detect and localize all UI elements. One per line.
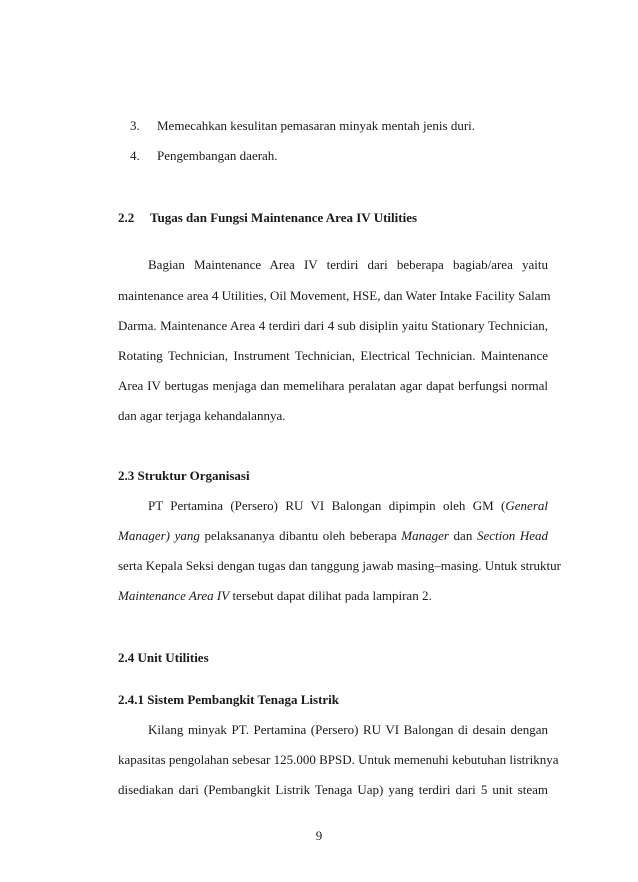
paragraph-line bbox=[118, 528, 548, 544]
italic-run: Maintenance Area IV bbox=[118, 588, 230, 603]
list-number: 3. bbox=[130, 118, 140, 133]
italic-run: Manager bbox=[401, 528, 449, 543]
list-text: Pengembangan daerah. bbox=[157, 148, 278, 163]
paragraph-line: Area IV bertugas menjaga dan memelihara peralatan agar dapat berfungsi normal bbox=[118, 378, 548, 393]
subsection-heading-2-4-1: 2.4.1 Sistem Pembangkit Tenaga Listrik bbox=[118, 692, 340, 707]
text-run: PT Pertamina (Persero) RU VI Balongan dipimpin oleh GM ( bbox=[148, 498, 506, 513]
section-heading-2-2 bbox=[118, 210, 417, 226]
text-run: tersebut dapat dilihat pada lampiran 2. bbox=[229, 588, 432, 603]
paragraph-line: Kilang minyak PT. Pertamina (Persero) RU VI Balongan di desain dengan bbox=[148, 722, 548, 737]
paragraph-line bbox=[148, 498, 548, 514]
list-number: 4. bbox=[130, 148, 140, 163]
paragraph-line: serta Kepala Seksi dengan tugas dan tanggung jawab masing–masing. Untuk struktur bbox=[118, 558, 561, 573]
paragraph-line: dan agar terjaga kehandalannya. bbox=[118, 408, 286, 423]
section-heading-2-3: 2.3 Struktur Organisasi bbox=[118, 468, 250, 483]
paragraph-line: Darma. Maintenance Area 4 terdiri dari 4 sub disiplin yaitu Stationary Technician, bbox=[118, 318, 548, 333]
paragraph-line: disediakan dari (Pembangkit Listrik Tenaga Uap) yang terdiri dari 5 unit steam bbox=[118, 782, 548, 797]
list-item bbox=[130, 148, 278, 164]
italic-run: General bbox=[505, 498, 548, 513]
text-run: dan bbox=[448, 528, 477, 543]
section-heading-2-4: 2.4 Unit Utilities bbox=[118, 650, 209, 665]
list-text: Memecahkan kesulitan pemasaran minyak mentah jenis duri. bbox=[157, 118, 476, 133]
italic-run: Manager) yang bbox=[118, 528, 200, 543]
paragraph-line: Bagian Maintenance Area IV terdiri dari beberapa bagiab/area yaitu bbox=[148, 257, 548, 272]
list-item bbox=[130, 118, 475, 134]
section-title: Tugas dan Fungsi Maintenance Area IV Utilities bbox=[150, 210, 418, 225]
paragraph-line: Rotating Technician, Instrument Technician, Electrical Technician. Maintenance bbox=[118, 348, 548, 363]
italic-run: Section Head bbox=[476, 528, 548, 543]
paragraph-line bbox=[118, 588, 432, 604]
paragraph-line: maintenance area 4 Utilities, Oil Movement, HSE, dan Water Intake Facility Salam bbox=[118, 288, 551, 303]
paragraph-line: kapasitas pengolahan sebesar 125.000 BPSD. Untuk memenuhi kebutuhan listriknya bbox=[118, 752, 559, 767]
section-number: 2.2 bbox=[118, 210, 135, 225]
text-run: pelaksananya dibantu oleh beberapa bbox=[199, 528, 402, 543]
page-number: 9 bbox=[315, 828, 323, 843]
